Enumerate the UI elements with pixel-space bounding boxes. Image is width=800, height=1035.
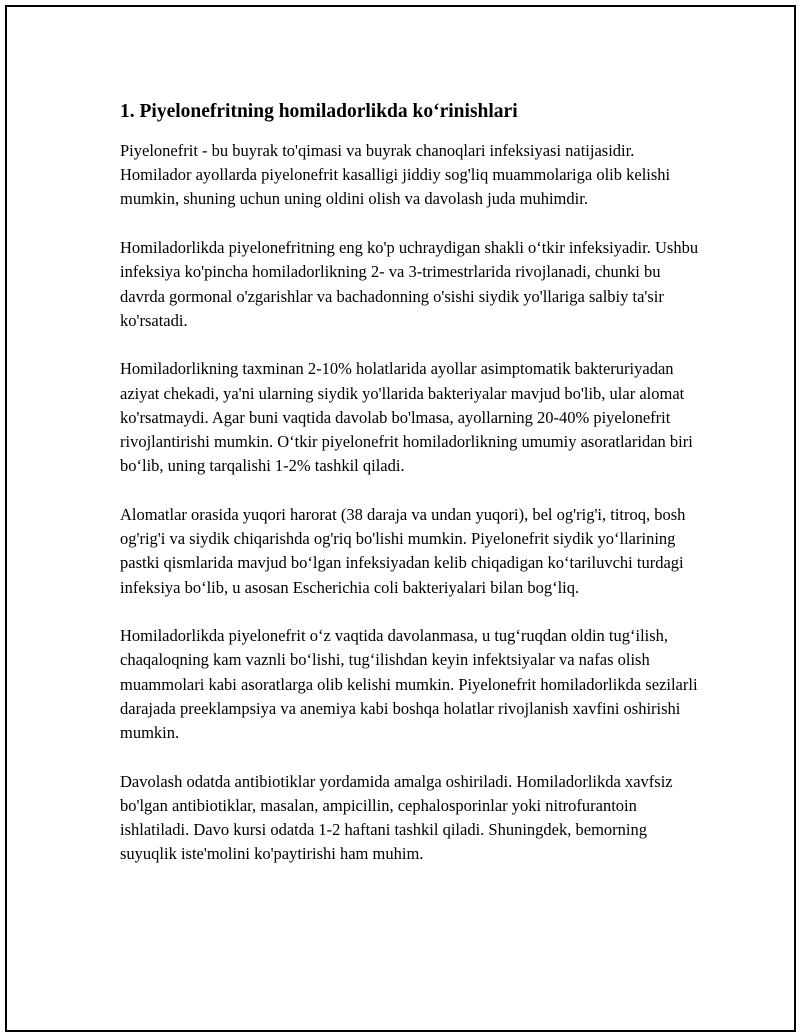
paragraph-bacteriuria: Homiladorlikning taxminan 2-10% holatlarida ayollar asimptomatik bakteruriyadan aziyat chekadi, ya'ni ularning siydik yo'llarida bakteriyalar mavjud bo'lib, ular alomat ko'rsatmaydi. Agar buni vaqtida davolab bo'lmasa, ayollarning 20-40% piyelonefrit rivojlantirishi mumkin. O‘tkir piyelonefrit homiladorlikning umumiy asoratlaridan biri bo‘lib, uning tarqalishi 1-2% tashkil qiladi. [120, 359, 693, 476]
paragraph-complications: Homiladorlikda piyelonefrit o‘z vaqtida davolanmasa, u tug‘ruqdan oldin tug‘ilish, chaqaloqning kam vaznli bo‘lishi, tug‘ilishdan keyin infektsiyalar va nafas olish muammolari kabi asoratlarga olib kelishi mumkin. Piyelonefrit homiladorlikda sezilarli darajada preeklampsiya va anemiya kabi boshqa holatlar rivojlanish xavfini oshirishi mumkin. [120, 626, 698, 743]
document-body [120, 98, 700, 891]
page-frame [5, 5, 796, 1032]
paragraph-acute-form: Homiladorlikda piyelonefritning eng ko'p uchraydigan shakli o‘tkir infeksiyadir. Ushbu infeksiya ko'pincha homiladorlikning 2- va 3-trimestrlarida rivojlanadi, chunki bu davrda gormonal o'zgarishlar va bachadonning o'sishi siydik yo'llariga salbiy ta'sir ko'rsatadi. [120, 238, 699, 330]
paragraph-symptoms: Alomatlar orasida yuqori harorat (38 daraja va undan yuqori), bel og'rig'i, titroq, bosh og'rig'i va siydik chiqarishda og'riq bo'lishi mumkin. Piyelonefrit siydik yo‘llarining pastki qismlarida mavjud bo‘lgan infeksiyadan kelib chiqadigan ko‘tariluvchi turdagi infeksiya bo‘lib, u asosan Escherichia coli bakteriyalari bilan bog‘liq. [120, 504, 686, 597]
paragraph-treatment: Davolash odatda antibiotiklar yordamida amalga oshiriladi. Homiladorlikda xavfsiz bo'lgan antibiotiklar, masalan, ampicillin, cephalosporinlar yoki nitrofurantoin ishlatiladi. Davo kursi odatda 1-2 haftani tashkil qiladi. Shuningdek, bemorning suyuqlik iste'molini ko'paytirishi ham muhim. [120, 771, 673, 864]
paragraph-definition: Piyelonefrit - bu buyrak to'qimasi va buyrak chanoqlari infeksiyasi natijasidir. Homilador ayollarda piyelonefrit kasalligi jiddiy sog'liq muammolariga olib kelishi mumkin, shuning uchun uning oldini olish va davolash juda muhimdir. [120, 141, 671, 209]
section-heading: 1. Piyelonefritning homiladorlikda ko‘rinishlari [120, 101, 518, 122]
